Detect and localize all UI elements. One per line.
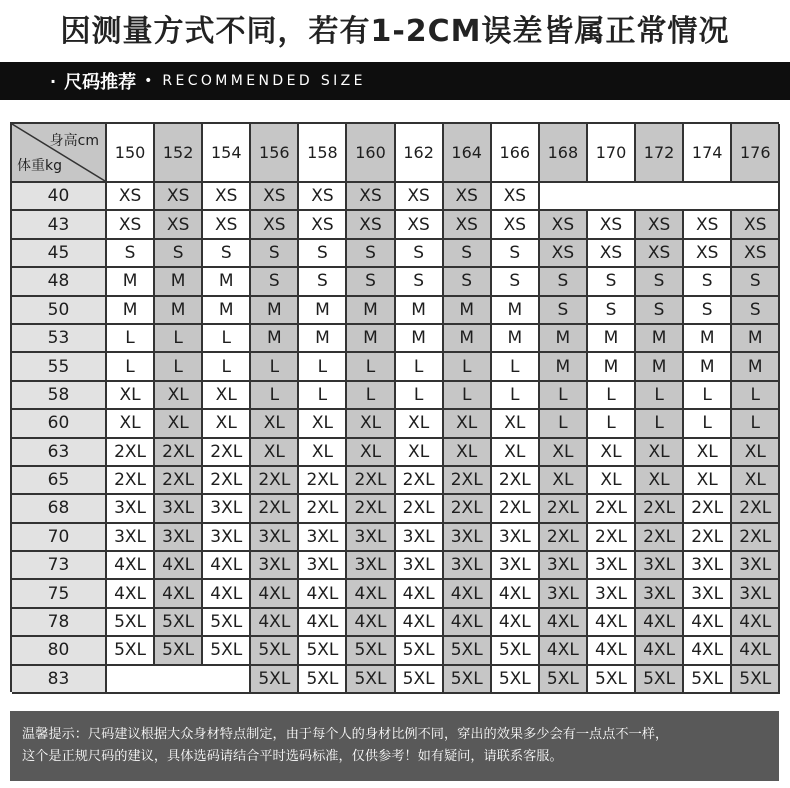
size-cell: XS (588, 240, 636, 268)
size-cell: L (492, 353, 540, 381)
size-cell: XS (492, 183, 540, 211)
size-cell: 4XL (684, 637, 732, 665)
size-cell: L (299, 353, 347, 381)
size-cell: XS (732, 240, 780, 268)
size-cell: 5XL (155, 637, 203, 665)
size-cell: L (347, 382, 395, 410)
size-cell: M (732, 353, 780, 381)
size-cell: M (444, 297, 492, 325)
size-cell: 3XL (396, 524, 444, 552)
weight-header-cell: 63 (12, 439, 107, 467)
size-cell: 4XL (107, 552, 155, 580)
size-cell: 3XL (203, 495, 251, 523)
weight-header-cell: 80 (12, 637, 107, 665)
size-cell: 3XL (588, 552, 636, 580)
size-cell: 2XL (155, 467, 203, 495)
size-cell: XS (444, 183, 492, 211)
size-cell: 4XL (347, 580, 395, 608)
size-cell: 2XL (636, 524, 684, 552)
weight-axis-label: 体重kg (17, 158, 62, 174)
size-cell: 2XL (155, 439, 203, 467)
size-cell: 3XL (347, 552, 395, 580)
size-cell: 4XL (444, 609, 492, 637)
size-cell: L (684, 410, 732, 438)
size-cell: XS (107, 211, 155, 239)
size-cell: 4XL (588, 609, 636, 637)
size-cell: M (684, 353, 732, 381)
size-cell: 2XL (492, 495, 540, 523)
size-cell: 3XL (732, 552, 780, 580)
size-cell: L (251, 353, 299, 381)
size-cell: 2XL (396, 495, 444, 523)
size-cell: XL (396, 439, 444, 467)
size-cell: 4XL (636, 637, 684, 665)
size-cell: 5XL (203, 609, 251, 637)
size-cell: S (540, 268, 588, 296)
size-cell: XS (155, 211, 203, 239)
size-table (10, 122, 779, 692)
size-cell: L (636, 410, 684, 438)
size-cell: XS (492, 211, 540, 239)
size-cell: XS (251, 211, 299, 239)
size-cell: 2XL (492, 467, 540, 495)
size-cell: 3XL (155, 524, 203, 552)
height-header-cell: 168 (540, 124, 588, 183)
size-cell: S (396, 268, 444, 296)
size-cell: 4XL (203, 552, 251, 580)
size-cell: 3XL (155, 495, 203, 523)
size-cell: 3XL (299, 552, 347, 580)
size-cell: M (636, 353, 684, 381)
size-cell: 4XL (540, 637, 588, 665)
size-cell: M (299, 325, 347, 353)
size-cell: M (203, 268, 251, 296)
size-cell: 4XL (251, 580, 299, 608)
size-cell: XS (684, 240, 732, 268)
weight-header-cell: 43 (12, 211, 107, 239)
height-header-cell: 176 (732, 124, 780, 183)
size-cell: L (251, 382, 299, 410)
size-cell: 3XL (347, 524, 395, 552)
size-cell: XL (492, 439, 540, 467)
size-cell: 5XL (684, 666, 732, 694)
size-cell: 2XL (684, 495, 732, 523)
size-cell: L (347, 353, 395, 381)
empty-cell (107, 666, 251, 694)
size-cell: 2XL (299, 495, 347, 523)
size-cell: S (444, 240, 492, 268)
size-cell: 3XL (732, 580, 780, 608)
height-header-cell: 166 (492, 124, 540, 183)
size-cell: 2XL (299, 467, 347, 495)
size-cell: L (588, 382, 636, 410)
size-cell: 4XL (492, 609, 540, 637)
size-cell: 5XL (492, 666, 540, 694)
page-headline: 因测量方式不同，若有1-2CM误差皆属正常情况 (60, 14, 730, 49)
size-cell: XS (684, 211, 732, 239)
size-cell: S (492, 240, 540, 268)
size-cell: 5XL (251, 637, 299, 665)
size-cell: L (203, 325, 251, 353)
size-cell: L (588, 410, 636, 438)
size-cell: L (732, 410, 780, 438)
size-cell: L (155, 325, 203, 353)
weight-header-cell: 55 (12, 353, 107, 381)
table-corner-header (12, 124, 107, 183)
weight-header-cell: 58 (12, 382, 107, 410)
size-cell: 5XL (444, 666, 492, 694)
size-cell: S (251, 268, 299, 296)
size-cell: XL (347, 439, 395, 467)
size-cell: 4XL (396, 609, 444, 637)
size-cell: XL (299, 410, 347, 438)
size-cell: S (732, 297, 780, 325)
size-cell: XL (203, 382, 251, 410)
size-cell: XS (636, 211, 684, 239)
size-cell: 2XL (636, 495, 684, 523)
weight-header-cell: 78 (12, 609, 107, 637)
size-cell: 4XL (299, 609, 347, 637)
size-cell: XL (299, 439, 347, 467)
size-cell: 2XL (203, 439, 251, 467)
size-cell: 4XL (444, 580, 492, 608)
height-header-cell: 172 (636, 124, 684, 183)
size-cell: 2XL (444, 467, 492, 495)
size-cell: 2XL (732, 495, 780, 523)
size-cell: 3XL (684, 580, 732, 608)
size-cell: 5XL (396, 666, 444, 694)
banner-dot: · (50, 71, 57, 91)
size-cell: 2XL (444, 495, 492, 523)
size-cell: XL (636, 439, 684, 467)
size-cell: 4XL (299, 580, 347, 608)
size-cell: XS (299, 183, 347, 211)
size-cell: XL (396, 410, 444, 438)
weight-header-cell: 50 (12, 297, 107, 325)
size-cell: L (492, 382, 540, 410)
size-cell: XS (251, 183, 299, 211)
size-cell: XL (540, 467, 588, 495)
size-cell: L (684, 382, 732, 410)
size-cell: 5XL (203, 637, 251, 665)
weight-header-cell: 53 (12, 325, 107, 353)
size-cell: 5XL (636, 666, 684, 694)
size-cell: L (299, 382, 347, 410)
size-cell: XL (540, 439, 588, 467)
size-cell: M (588, 353, 636, 381)
size-cell: 4XL (203, 580, 251, 608)
size-cell: 5XL (299, 637, 347, 665)
size-cell: S (492, 268, 540, 296)
size-cell: 3XL (107, 495, 155, 523)
tips-line-1: 温馨提示：尺码建议根据大众身材特点制定，由于每个人的身材比例不同，穿出的效果多少会有一点点不一样， (22, 727, 669, 742)
size-cell: XL (107, 382, 155, 410)
size-cell: XL (155, 382, 203, 410)
size-cell: M (203, 297, 251, 325)
weight-header-cell: 83 (12, 666, 107, 694)
size-cell: M (347, 325, 395, 353)
tips-note (10, 711, 779, 781)
size-cell: M (588, 325, 636, 353)
height-header-cell: 174 (684, 124, 732, 183)
size-cell: XL (684, 467, 732, 495)
size-cell: XS (155, 183, 203, 211)
size-cell: 3XL (251, 524, 299, 552)
size-cell: 4XL (732, 609, 780, 637)
size-cell: XL (251, 439, 299, 467)
size-cell: 5XL (107, 637, 155, 665)
size-cell: L (540, 382, 588, 410)
size-cell: L (396, 382, 444, 410)
size-cell: XS (396, 211, 444, 239)
size-cell: 3XL (684, 552, 732, 580)
size-cell: M (492, 325, 540, 353)
size-cell: 4XL (684, 609, 732, 637)
size-cell: M (347, 297, 395, 325)
size-cell: 3XL (540, 580, 588, 608)
size-cell: XL (203, 410, 251, 438)
size-cell: XL (732, 439, 780, 467)
size-cell: M (251, 325, 299, 353)
banner-separator: • (144, 73, 153, 89)
size-cell: M (492, 297, 540, 325)
height-header-cell: 154 (203, 124, 251, 183)
size-cell: XL (588, 439, 636, 467)
size-cell: 3XL (492, 524, 540, 552)
size-cell: L (540, 410, 588, 438)
size-cell: M (444, 325, 492, 353)
size-cell: S (636, 268, 684, 296)
size-cell: 3XL (636, 580, 684, 608)
height-header-cell: 152 (155, 124, 203, 183)
size-cell: XL (155, 410, 203, 438)
size-cell: 2XL (396, 467, 444, 495)
size-cell: XL (732, 467, 780, 495)
size-cell: S (540, 297, 588, 325)
size-cell: XS (636, 240, 684, 268)
section-banner (0, 62, 790, 100)
size-cell: L (444, 353, 492, 381)
size-cell: 2XL (347, 495, 395, 523)
size-cell: XS (203, 183, 251, 211)
size-cell: 4XL (347, 609, 395, 637)
size-cell: 5XL (540, 666, 588, 694)
size-cell: S (107, 240, 155, 268)
size-cell: 4XL (588, 637, 636, 665)
size-cell: XS (347, 211, 395, 239)
size-cell: 5XL (396, 637, 444, 665)
size-cell: 3XL (444, 552, 492, 580)
size-cell: 5XL (492, 637, 540, 665)
size-cell: S (444, 268, 492, 296)
weight-header-cell: 45 (12, 240, 107, 268)
size-cell: S (347, 240, 395, 268)
size-cell: 5XL (299, 666, 347, 694)
size-cell: M (732, 325, 780, 353)
size-cell: M (396, 297, 444, 325)
size-cell: 3XL (636, 552, 684, 580)
size-cell: 5XL (107, 609, 155, 637)
tips-line-2: 这个是正规尺码的建议，具体选码请结合平时选码标准，仅供参考！如有疑问，请联系客服。 (22, 749, 563, 764)
size-cell: XS (732, 211, 780, 239)
size-cell: XS (540, 240, 588, 268)
size-cell: 2XL (251, 467, 299, 495)
size-cell: 4XL (636, 609, 684, 637)
height-header-cell: 162 (396, 124, 444, 183)
size-cell: XL (347, 410, 395, 438)
size-cell: M (155, 268, 203, 296)
height-header-cell: 158 (299, 124, 347, 183)
size-cell: XL (251, 410, 299, 438)
size-cell: S (299, 268, 347, 296)
size-cell: S (155, 240, 203, 268)
size-cell: S (396, 240, 444, 268)
weight-header-cell: 48 (12, 268, 107, 296)
size-cell: L (155, 353, 203, 381)
size-cell: XL (107, 410, 155, 438)
size-cell: 5XL (155, 609, 203, 637)
size-cell: L (203, 353, 251, 381)
size-cell: 4XL (155, 580, 203, 608)
size-cell: 3XL (396, 552, 444, 580)
size-cell: M (299, 297, 347, 325)
size-cell: 2XL (347, 467, 395, 495)
size-cell: 2XL (107, 439, 155, 467)
weight-header-cell: 60 (12, 410, 107, 438)
size-cell: 2XL (732, 524, 780, 552)
size-cell: S (588, 268, 636, 296)
size-cell: L (396, 353, 444, 381)
size-cell: 3XL (540, 552, 588, 580)
banner-subtitle: RECOMMENDED SIZE (162, 73, 366, 89)
size-cell: S (203, 240, 251, 268)
size-cell: XS (588, 211, 636, 239)
size-cell: 2XL (540, 495, 588, 523)
size-cell: XS (396, 183, 444, 211)
size-cell: 3XL (588, 580, 636, 608)
size-cell: L (107, 353, 155, 381)
size-cell: M (251, 297, 299, 325)
size-cell: 4XL (540, 609, 588, 637)
size-cell: 4XL (155, 552, 203, 580)
size-cell: 5XL (732, 666, 780, 694)
size-cell: XL (636, 467, 684, 495)
size-cell: 4XL (251, 609, 299, 637)
size-cell: XL (492, 410, 540, 438)
size-cell: XS (299, 211, 347, 239)
size-cell: S (588, 297, 636, 325)
height-header-cell: 170 (588, 124, 636, 183)
weight-header-cell: 73 (12, 552, 107, 580)
weight-header-cell: 68 (12, 495, 107, 523)
size-cell: 2XL (107, 467, 155, 495)
size-cell: L (107, 325, 155, 353)
size-cell: XL (444, 410, 492, 438)
size-cell: M (636, 325, 684, 353)
size-cell: 2XL (251, 495, 299, 523)
size-cell: 3XL (492, 552, 540, 580)
weight-header-cell: 75 (12, 580, 107, 608)
size-cell: XL (588, 467, 636, 495)
size-cell: M (396, 325, 444, 353)
size-cell: 5XL (444, 637, 492, 665)
height-header-cell: 156 (251, 124, 299, 183)
size-cell: 2XL (588, 524, 636, 552)
size-cell: XS (203, 211, 251, 239)
height-axis-label: 身高cm (49, 133, 99, 149)
size-cell: 3XL (251, 552, 299, 580)
size-cell: M (540, 325, 588, 353)
size-cell: S (684, 297, 732, 325)
size-cell: L (732, 382, 780, 410)
size-cell: XL (444, 439, 492, 467)
size-cell: 4XL (107, 580, 155, 608)
size-cell: 3XL (299, 524, 347, 552)
size-cell: M (107, 268, 155, 296)
weight-header-cell: 65 (12, 467, 107, 495)
size-cell: S (684, 268, 732, 296)
size-cell: XS (540, 211, 588, 239)
size-cell: 2XL (540, 524, 588, 552)
weight-header-cell: 40 (12, 183, 107, 211)
banner-title: 尺码推荐 (64, 72, 137, 93)
size-cell: M (107, 297, 155, 325)
size-cell: 2XL (203, 467, 251, 495)
empty-cell (540, 183, 780, 211)
height-header-cell: 160 (347, 124, 395, 183)
size-cell: M (540, 353, 588, 381)
size-cell: XL (684, 439, 732, 467)
size-cell: S (299, 240, 347, 268)
size-cell: 4XL (396, 580, 444, 608)
size-cell: 5XL (588, 666, 636, 694)
size-cell: 5XL (251, 666, 299, 694)
size-cell: S (251, 240, 299, 268)
size-cell: 3XL (203, 524, 251, 552)
size-cell: XS (347, 183, 395, 211)
height-header-cell: 164 (444, 124, 492, 183)
size-cell: 3XL (444, 524, 492, 552)
size-cell: L (444, 382, 492, 410)
size-cell: M (684, 325, 732, 353)
size-cell: 4XL (492, 580, 540, 608)
size-cell: 5XL (347, 637, 395, 665)
height-header-cell: 150 (107, 124, 155, 183)
size-cell: 5XL (347, 666, 395, 694)
weight-header-cell: 70 (12, 524, 107, 552)
size-cell: L (636, 382, 684, 410)
size-cell: 4XL (732, 637, 780, 665)
size-cell: S (347, 268, 395, 296)
size-cell: M (155, 297, 203, 325)
size-cell: XS (107, 183, 155, 211)
size-cell: XS (444, 211, 492, 239)
size-cell: 2XL (588, 495, 636, 523)
size-cell: S (636, 297, 684, 325)
size-cell: 3XL (107, 524, 155, 552)
size-cell: 2XL (684, 524, 732, 552)
size-cell: S (732, 268, 780, 296)
